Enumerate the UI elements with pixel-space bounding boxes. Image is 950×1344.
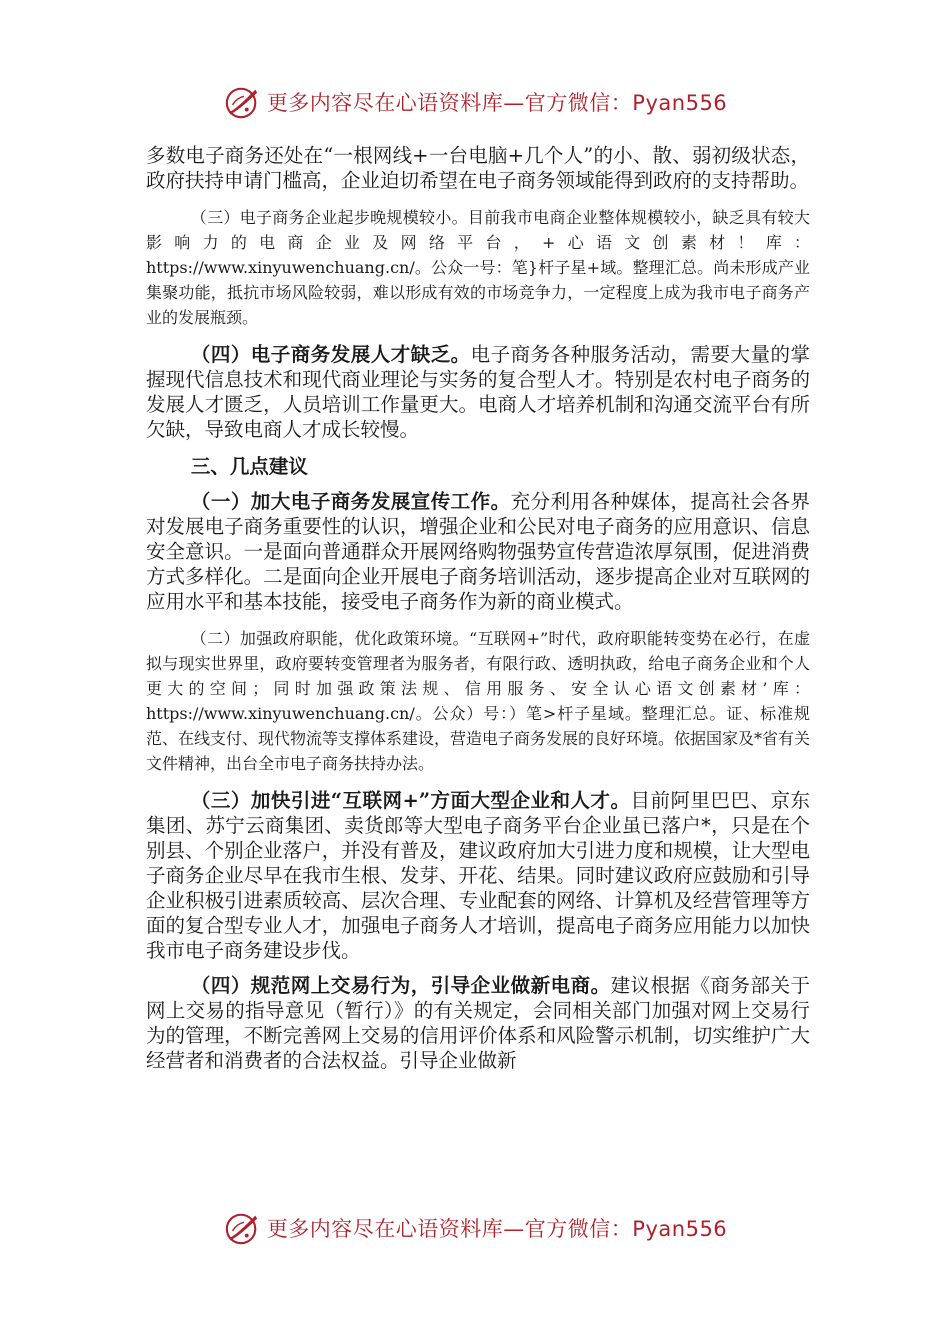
banner-text: 更多内容尽在心语资料库—官方微信：Pyan556: [266, 1217, 728, 1241]
footer-banner: [0, 1208, 950, 1248]
paragraph-talent-text: 电子商务各种服务活动，需要大量的掌握现代信息技术和现代商业理论与实务的复合型人才。特别是农村电子商务的发展人才匮乏，人员培训工作量更大。电商人才培养机制和沟通交流平台有所欠缺，导致电商人才成长较慢。: [146, 343, 810, 441]
paragraph-publicity-text: 充分利用各种媒体，提高社会各界对发展电子商务重要性的认识，增强企业和公民对电子商务的应用意识、信息安全意识。一是面向普通群众开展网络购物强势宣传营造浓厚氛围，促进消费方式多样化。二是面向企业开展电子商务培训活动，逐步提高企业对互联网的应用水平和基本技能，接受电子商务作为新的商业模式。: [146, 490, 810, 613]
paragraph-scale: （三）电子商务企业起步晚规模较小。目前我市电商企业整体规模较小，缺乏具有较大影响力的电商企业及网络平台，+心语文创素材！库：https://www.xinyuwenchuang.cn/。公众一号：笔}杆子星+域。整理汇总。尚未形成产业集聚功能，抵抗市场风险较弱，难以形成有效的市场竞争力，一定程度上成为我市电子商务产业的发展瓶颈。: [146, 208, 810, 327]
section-heading: 三、几点建议: [190, 455, 308, 478]
paragraph-policy: （二）加强政府职能，优化政策环境。“互联网+”时代，政府职能转变势在必行，在虚拟与现实世界里，政府要转变管理者为服务者，有限行政、透明执政，给电子商务企业和个人更大的空间；同时加强政策法规、信用服务、安全认心语文创素材’库：https://www.xinyuwenchuang.cn/。公众）号：）笔>杆子星域。整理汇总。证、标准规范、在线支付、现代物流等支撑体系建设，营造电子商务发展的良好环境。依据国家及*省有关文件精神，出台全市电子商务扶持办法。: [146, 629, 811, 773]
header-banner: [0, 82, 950, 122]
pen-logo-icon: [223, 1210, 261, 1246]
paragraph-regulation-title: （四）规范网上交易行为，引导企业做新电商。: [190, 974, 611, 997]
banner-text: 更多内容尽在心语资料库—官方微信：Pyan556: [266, 91, 728, 115]
paragraph-enterprises-title: （三）加快引进“互联网+”方面大型企业和人才。: [190, 789, 631, 812]
paragraph-publicity: [146, 489, 810, 614]
paragraph-continuation: 多数电子商务还处在“一根网线+一台电脑+几个人”的小、散、弱初级状态，政府扶持申请门槛高，企业迫切希望在电子商务领域能得到政府的支持帮助。: [146, 144, 810, 192]
document-body: [146, 143, 810, 1073]
paragraph-talent-title: （四）电子商务发展人才缺乏。: [190, 343, 471, 366]
pen-logo-icon: [223, 84, 261, 120]
paragraph-enterprises: [146, 788, 810, 963]
paragraph-regulation-text: 建议根据《商务部关于网上交易的指导意见（暂行）》的有关规定，会同相关部门加强对网上交易行为的管理，不断完善网上交易的信用评价体系和风险警示机制，切实维护广大经营者和消费者的合法权益。引导企业做新: [146, 974, 810, 1072]
paragraph-publicity-title: （一）加大电子商务发展宣传工作。: [190, 490, 511, 513]
paragraph-enterprises-text: 目前阿里巴巴、京东集团、苏宁云商集团、卖货郎等大型电子商务平台企业虽已落户*，只是在个别县、个别企业落户，并没有普及，建议政府加大引进力度和规模，让大型电子商务企业尽早在我市生根、发芽、开花、结果。同时建议政府应鼓励和引导企业积极引进素质较高、层次合理、专业配套的网络、计算机及经营管理等方面的复合型专业人才，加强电子商务人才培训，提高电子商务应用能力以加快我市电子商务建设步伐。: [146, 789, 810, 962]
paragraph-talent: [146, 342, 810, 442]
paragraph-regulation: [146, 973, 810, 1073]
